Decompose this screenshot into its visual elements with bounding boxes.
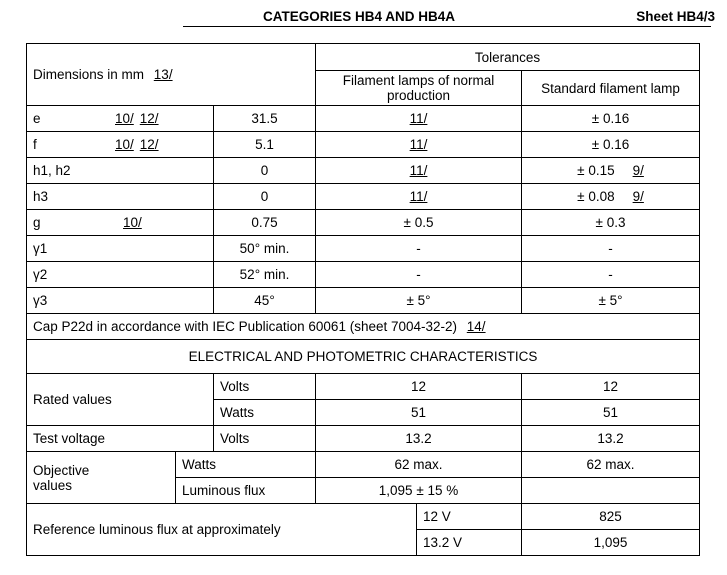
row-label <box>27 210 214 236</box>
row-std-tolerance: - <box>522 262 700 288</box>
table-row <box>27 426 700 452</box>
row-std-tolerance: ± 0.16 <box>522 106 700 132</box>
header-rule <box>183 26 711 27</box>
footnote-ref: 14/ <box>466 319 486 334</box>
dimensions-label: Dimensions in mm <box>33 67 145 82</box>
rated-watts-prod: 51 <box>316 400 522 426</box>
row-value: 5.1 <box>214 132 316 158</box>
objective-flux-label: Luminous flux <box>176 478 316 504</box>
ref-voltage-13-2: 13.2 V <box>417 530 522 556</box>
table-row <box>27 504 700 530</box>
filament-prod-header: Filament lamps of normal production <box>316 71 522 106</box>
table-row <box>27 132 700 158</box>
footnote-ref: 13/ <box>153 67 173 82</box>
row-name: f <box>33 137 37 152</box>
rated-volts-std: 12 <box>522 374 700 400</box>
objective-flux-std <box>522 478 700 504</box>
row-label <box>27 132 214 158</box>
objective-values-label: Objective values <box>27 452 176 504</box>
row-label: h3 <box>27 184 214 210</box>
row-value: 31.5 <box>214 106 316 132</box>
cap-text: Cap P22d in accordance with IEC Publication 60061 (sheet 7004-32-2) <box>33 319 458 334</box>
footnote-ref: 12/ <box>139 111 159 126</box>
tolerances-header: Tolerances <box>316 44 700 71</box>
row-std-tolerance: ± 0.08 9/ <box>522 184 700 210</box>
row-label: h1, h2 <box>27 158 214 184</box>
table-row <box>27 184 700 210</box>
table-row <box>27 158 700 184</box>
row-std-tolerance: - <box>522 236 700 262</box>
footnote-ref: 10/ <box>115 137 134 152</box>
row-name: g <box>33 215 41 230</box>
row-label: γ2 <box>27 262 214 288</box>
row-prod-tolerance: - <box>316 262 522 288</box>
objective-watts-prod: 62 max. <box>316 452 522 478</box>
row-std-tolerance: ± 0.16 <box>522 132 700 158</box>
objective-flux-prod: 1,095 ± 15 % <box>316 478 522 504</box>
row-std-tolerance: ± 0.15 9/ <box>522 158 700 184</box>
table-row <box>27 236 700 262</box>
ref-flux-12: 825 <box>522 504 700 530</box>
dimensions-header <box>27 44 316 106</box>
cap-row <box>27 314 700 340</box>
row-value: 52° min. <box>214 262 316 288</box>
row-label: γ3 <box>27 288 214 314</box>
specification-table <box>26 43 700 556</box>
row-std-tolerance: ± 0.3 <box>522 210 700 236</box>
footnote-ref: 10/ <box>123 215 142 230</box>
table-row <box>27 452 700 478</box>
standard-lamp-header: Standard filament lamp <box>522 71 700 106</box>
objective-watts-label: Watts <box>176 452 316 478</box>
rated-values-label: Rated values <box>27 374 214 426</box>
rated-volts-prod: 12 <box>316 374 522 400</box>
row-label <box>27 106 214 132</box>
row-prod-tolerance: - <box>316 236 522 262</box>
electrical-heading: ELECTRICAL AND PHOTOMETRIC CHARACTERISTICS <box>27 340 700 374</box>
row-name: e <box>33 111 41 126</box>
row-prod-tolerance: 11/ <box>316 184 522 210</box>
ref-voltage-12: 12 V <box>417 504 522 530</box>
row-prod-tolerance: ± 5° <box>316 288 522 314</box>
row-value: 45° <box>214 288 316 314</box>
row-std-tolerance: ± 5° <box>522 288 700 314</box>
row-prod-tolerance: 11/ <box>316 132 522 158</box>
test-volts-label: Volts <box>214 426 316 452</box>
row-prod-tolerance: 11/ <box>316 158 522 184</box>
footnote-ref: 9/ <box>632 163 644 178</box>
table-row <box>27 106 700 132</box>
table-row <box>27 288 700 314</box>
footnote-ref: 12/ <box>139 137 159 152</box>
rated-watts-std: 51 <box>522 400 700 426</box>
sheet-number: Sheet HB4/3 <box>636 9 715 24</box>
row-prod-tolerance: 11/ <box>316 106 522 132</box>
ref-flux-13-2: 1,095 <box>522 530 700 556</box>
table-row <box>27 374 700 400</box>
test-voltage-label: Test voltage <box>27 426 214 452</box>
row-value: 50° min. <box>214 236 316 262</box>
row-value: 0 <box>214 184 316 210</box>
row-label: γ1 <box>27 236 214 262</box>
table-row <box>27 262 700 288</box>
table-row <box>27 210 700 236</box>
reference-flux-label: Reference luminous flux at approximately <box>27 504 417 556</box>
test-volts-prod: 13.2 <box>316 426 522 452</box>
footnote-ref: 9/ <box>632 189 644 204</box>
rated-volts-label: Volts <box>214 374 316 400</box>
row-value: 0 <box>214 158 316 184</box>
page-title: CATEGORIES HB4 AND HB4A <box>263 9 456 24</box>
footnote-ref: 10/ <box>115 111 134 126</box>
rated-watts-label: Watts <box>214 400 316 426</box>
test-volts-std: 13.2 <box>522 426 700 452</box>
objective-watts-std: 62 max. <box>522 452 700 478</box>
row-prod-tolerance: ± 0.5 <box>316 210 522 236</box>
row-value: 0.75 <box>214 210 316 236</box>
